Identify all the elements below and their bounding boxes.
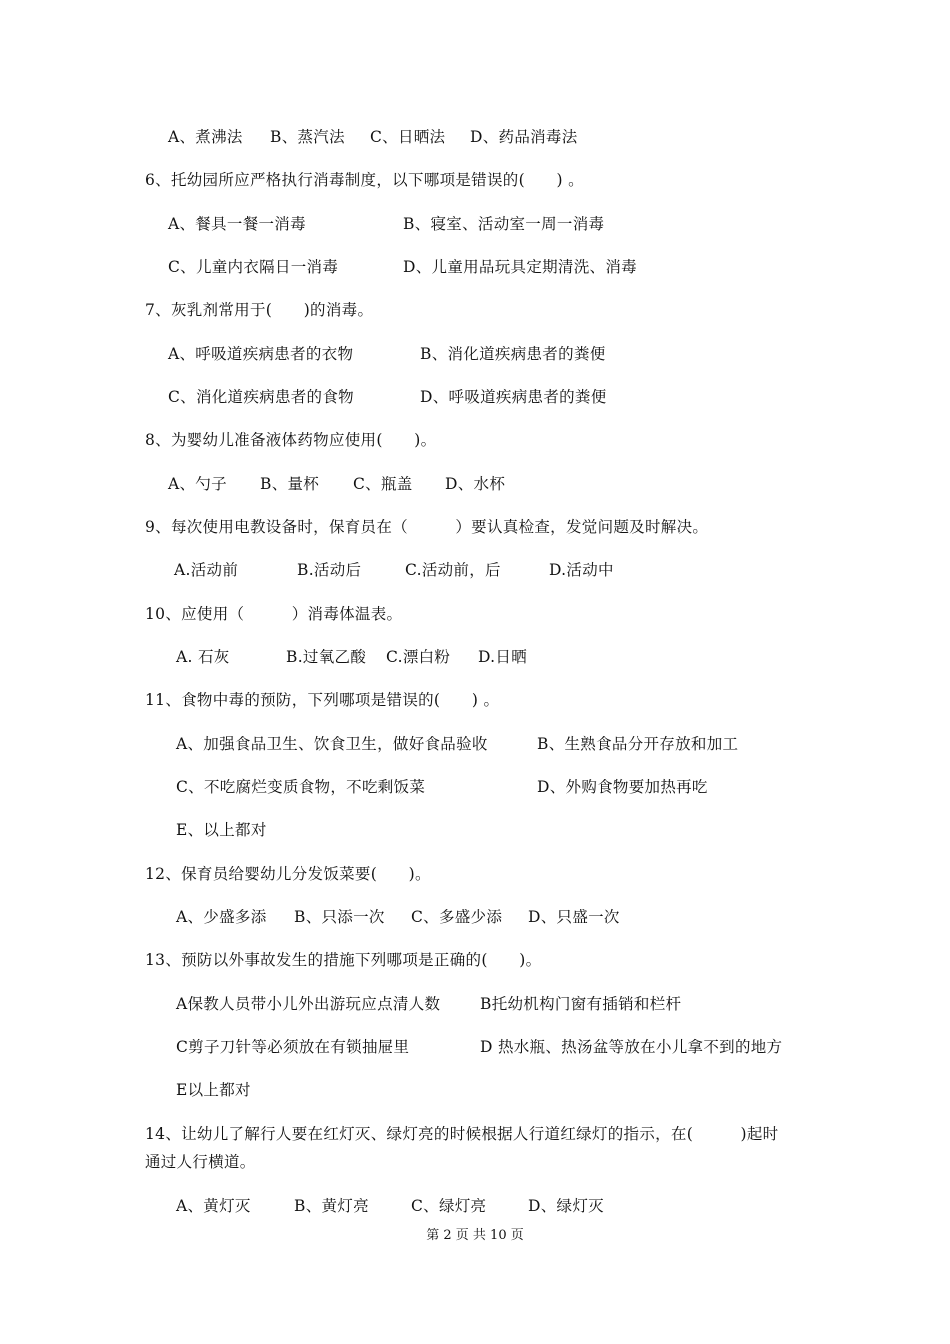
q10-option-a: A. 石灰 — [176, 648, 230, 666]
q7-option-d: D、呼吸道疾病患者的粪便 — [420, 388, 607, 406]
q12-option-c: C、多盛少添 — [411, 908, 503, 926]
q8-option-b: B、量杯 — [260, 475, 320, 493]
q10-option-c: C.漂白粉 — [386, 648, 451, 666]
q14-option-c: C、绿灯亮 — [411, 1197, 487, 1215]
q12-option-b: B、只添一次 — [294, 908, 385, 926]
q8-option-d: D、水杯 — [445, 475, 506, 493]
q14-stem-line2: 通过人行横道。 — [145, 1153, 256, 1171]
q8-option-a: A、勺子 — [168, 475, 227, 493]
q9-option-b: B.活动后 — [297, 561, 362, 579]
q6-option-d: D、儿童用品玩具定期清洗、消毒 — [403, 258, 637, 276]
q11-option-e: E、以上都对 — [176, 821, 267, 839]
q13-option-a: A保教人员带小儿外出游玩应点清人数 — [176, 995, 441, 1013]
q8-option-c: C、瓶盖 — [353, 475, 413, 493]
q5-option-a: A、煮沸法 — [168, 128, 243, 146]
q8-stem: 8、为婴幼儿准备液体药物应使用( )。 — [145, 431, 437, 449]
q7-option-a: A、呼吸道疾病患者的衣物 — [168, 345, 354, 363]
q6-option-b: B、寝室、活动室一周一消毒 — [403, 215, 605, 233]
q11-option-a: A、加强食品卫生、饮食卫生，做好食品验收 — [176, 735, 488, 753]
q7-stem: 7、灰乳剂常用于( )的消毒。 — [145, 301, 374, 319]
q13-option-c: C剪子刀针等必须放在有锁抽屉里 — [176, 1038, 410, 1056]
q12-option-d: D、只盛一次 — [528, 908, 620, 926]
q9-option-a: A.活动前 — [174, 561, 239, 579]
q13-stem: 13、预防以外事故发生的措施下列哪项是正确的( )。 — [145, 951, 542, 969]
q14-option-d: D、绿灯灭 — [528, 1197, 604, 1215]
q12-option-a: A、少盛多添 — [176, 908, 267, 926]
q12-stem: 12、保育员给婴幼儿分发饭菜要( )。 — [145, 865, 431, 883]
q13-option-d: D 热水瓶、热汤盆等放在小儿拿不到的地方 — [480, 1038, 783, 1056]
q7-option-b: B、消化道疾病患者的粪便 — [420, 345, 606, 363]
q5-option-b: B、蒸汽法 — [270, 128, 345, 146]
q14-option-b: B、黄灯亮 — [294, 1197, 369, 1215]
q6-stem: 6、托幼园所应严格执行消毒制度，以下哪项是错误的( ) 。 — [145, 171, 584, 189]
q11-option-b: B、生熟食品分开存放和加工 — [537, 735, 739, 753]
q10-option-d: D.日晒 — [478, 648, 528, 666]
q14-stem-line1: 14、让幼儿了解行人要在红灯灭、绿灯亮的时候根据人行道红绿灯的指示，在( )起时 — [145, 1125, 779, 1143]
q11-stem: 11、食物中毒的预防，下列哪项是错误的( ) 。 — [145, 691, 500, 709]
q9-stem: 9、每次使用电教设备时，保育员在（ ）要认真检查，发觉问题及时解决。 — [145, 518, 709, 536]
q6-option-c: C、儿童内衣隔日一消毒 — [168, 258, 339, 276]
q7-option-c: C、消化道疾病患者的食物 — [168, 388, 354, 406]
q10-option-b: B.过氧乙酸 — [286, 648, 367, 666]
q5-option-d: D、药品消毒法 — [470, 128, 578, 146]
q11-option-c: C、不吃腐烂变质食物，不吃剩饭菜 — [176, 778, 426, 796]
q13-option-b: B托幼机构门窗有插销和栏杆 — [480, 995, 682, 1013]
q10-stem: 10、应使用（ ）消毒体温表。 — [145, 605, 403, 623]
q5-option-c: C、日晒法 — [370, 128, 446, 146]
q13-option-e: E以上都对 — [176, 1081, 251, 1099]
page-footer: 第 2 页 共 10 页 — [426, 1228, 524, 1243]
q6-option-a: A、餐具一餐一消毒 — [168, 215, 306, 233]
q11-option-d: D、外购食物要加热再吃 — [537, 778, 708, 796]
q14-option-a: A、黄灯灭 — [176, 1197, 251, 1215]
q9-option-c: C.活动前，后 — [405, 561, 501, 579]
q9-option-d: D.活动中 — [549, 561, 614, 579]
